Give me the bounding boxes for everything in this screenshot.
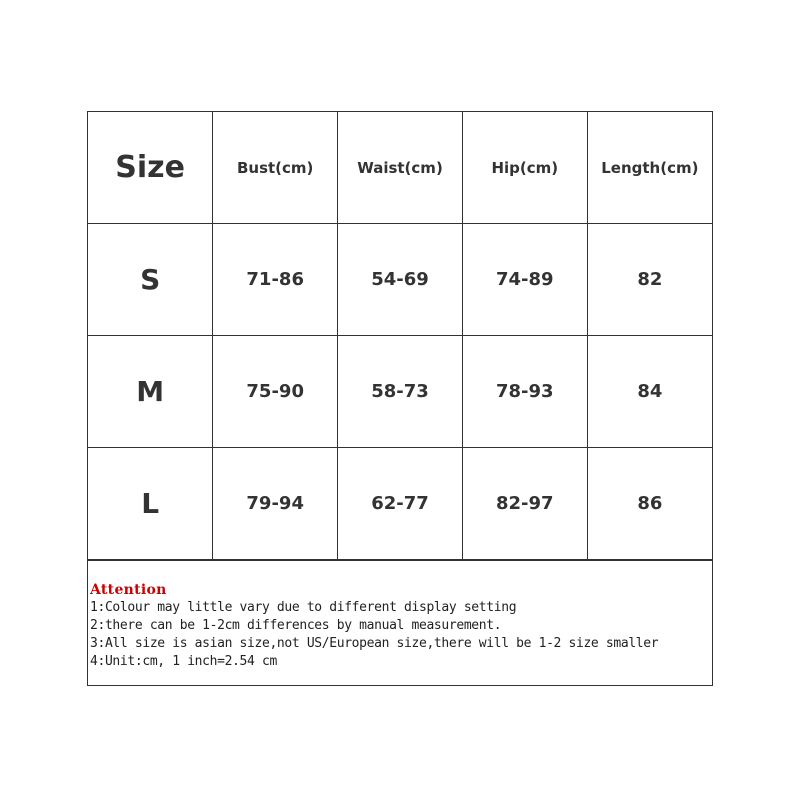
hip-value: 82-97 xyxy=(462,448,587,560)
attention-notes xyxy=(88,560,712,685)
table-row xyxy=(88,336,712,448)
header-bust: Bust(cm) xyxy=(213,112,338,224)
note-line: 1:Colour may little vary due to different display setting xyxy=(90,600,517,615)
waist-value: 54-69 xyxy=(338,224,463,336)
note-line: 2:there can be 1-2cm differences by manual measurement. xyxy=(90,618,502,633)
attention-title: Attention xyxy=(90,582,167,598)
size-label: M xyxy=(88,336,213,448)
header-length: Length(cm) xyxy=(587,112,712,224)
bust-value: 71-86 xyxy=(213,224,338,336)
size-label: S xyxy=(88,224,213,336)
note-line: 4:Unit:cm, 1 inch=2.54 cm xyxy=(90,654,277,669)
bust-value: 75-90 xyxy=(213,336,338,448)
size-chart xyxy=(87,111,713,686)
waist-value: 62-77 xyxy=(338,448,463,560)
bust-value: 79-94 xyxy=(213,448,338,560)
size-label: L xyxy=(88,448,213,560)
header-waist: Waist(cm) xyxy=(338,112,463,224)
header-hip: Hip(cm) xyxy=(462,112,587,224)
note-line: 3:All size is asian size,not US/European size,there will be 1-2 size smaller xyxy=(90,636,659,651)
waist-value: 58-73 xyxy=(338,336,463,448)
header-row xyxy=(88,112,712,224)
header-size: Size xyxy=(88,112,213,224)
hip-value: 74-89 xyxy=(462,224,587,336)
size-table xyxy=(88,112,712,560)
hip-value: 78-93 xyxy=(462,336,587,448)
length-value: 82 xyxy=(587,224,712,336)
table-row xyxy=(88,224,712,336)
length-value: 86 xyxy=(587,448,712,560)
table-row xyxy=(88,448,712,560)
length-value: 84 xyxy=(587,336,712,448)
